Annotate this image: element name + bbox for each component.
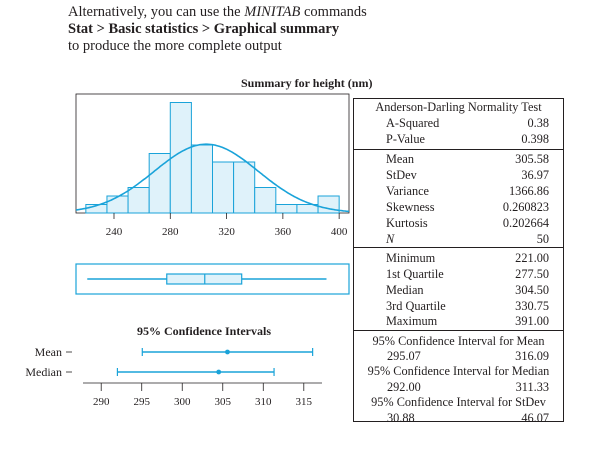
ci-row-label: Median [25,365,62,379]
ci-axis-tick-label: 290 [92,396,110,408]
ci-mean-low: 295.07 [387,349,421,363]
confidence-intervals [25,345,322,408]
value-variance: 1366.86 [509,184,549,198]
ci-axis-tick-label: 310 [255,396,272,408]
label-stdev: StDev [386,168,417,182]
intro-line-1-post: commands [300,4,367,20]
ci-axis-tick-label: 295 [133,396,150,408]
intro-line-1-pre: Alternatively, you can use the [68,4,245,20]
ci-mean-label: 95% Confidence Interval for Mean [372,334,545,348]
summary-title: Summary for height (nm) [241,76,373,90]
value-stdev: 36.97 [521,168,549,182]
label-skewness: Skewness [386,200,435,214]
label-maximum: Maximum [386,314,438,328]
ci-point [225,350,230,355]
histogram-bar [276,205,297,214]
ci-row-label: Mean [34,345,62,359]
label-q3: 3rd Quartile [386,299,446,313]
label-mean: Mean [386,152,414,166]
ad-label-a-squared: A-Squared [386,116,440,130]
boxplot [76,264,349,294]
intro-line-1-em: MINITAB [244,4,301,20]
label-kurtosis: Kurtosis [386,216,428,230]
divider [354,247,563,248]
value-median: 304.50 [515,283,549,297]
ci-point [216,370,221,375]
value-kurtosis: 0.202664 [502,216,549,230]
histogram-bar [149,154,170,214]
ci-title: 95% Confidence Intervals [137,324,271,338]
divider [354,330,563,331]
label-q1: 1st Quartile [386,267,444,281]
ci-median-low: 292.00 [387,380,421,394]
ci-stdev-high: 46.07 [521,411,549,425]
ci-median-high: 311.33 [515,380,549,394]
ad-value-a-squared: 0.38 [527,116,549,130]
histogram-bar [213,162,234,213]
histogram-tick-label: 280 [162,226,179,238]
label-minimum: Minimum [386,251,436,265]
value-skewness: 0.260823 [502,200,549,214]
value-minimum: 221.00 [515,251,549,265]
value-maximum: 391.00 [515,314,549,328]
ad-label-p-value: P-Value [386,132,425,146]
value-mean: 305.58 [515,152,549,166]
ci-mean-high: 316.09 [515,349,549,363]
statistics-panel [353,98,564,425]
menu-path: Stat > Basic statistics > Graphical summary [68,21,340,37]
histogram-bar [170,103,191,214]
histogram-bar [255,188,276,214]
histogram-tick-label: 240 [105,226,123,238]
ci-axis-tick-label: 305 [214,396,232,408]
divider [354,149,563,150]
histogram [76,94,349,238]
value-q3: 330.75 [515,299,549,313]
ci-stdev-label: 95% Confidence Interval for StDev [371,395,546,409]
value-n: 50 [536,232,549,246]
intro-line-3: to produce the more complete output [68,38,282,54]
histogram-tick-label: 360 [274,226,292,238]
histogram-bar [191,145,212,213]
histogram-bar [128,188,149,214]
label-variance: Variance [386,184,430,198]
ad-value-p-value: 0.398 [521,132,549,146]
ad-title: Anderson-Darling Normality Test [375,100,542,114]
histogram-tick-label: 320 [218,226,235,238]
label-median: Median [386,283,424,297]
histogram-bar [107,196,128,213]
ci-axis-tick-label: 300 [173,396,191,408]
ci-axis-tick-label: 315 [295,396,313,408]
label-n: N [386,232,395,246]
histogram-tick-label: 400 [330,226,348,238]
ci-stdev-low: 30.88 [387,411,415,425]
value-q1: 277.50 [515,267,549,281]
histogram-bar [234,162,255,213]
ci-median-label: 95% Confidence Interval for Median [367,364,550,378]
